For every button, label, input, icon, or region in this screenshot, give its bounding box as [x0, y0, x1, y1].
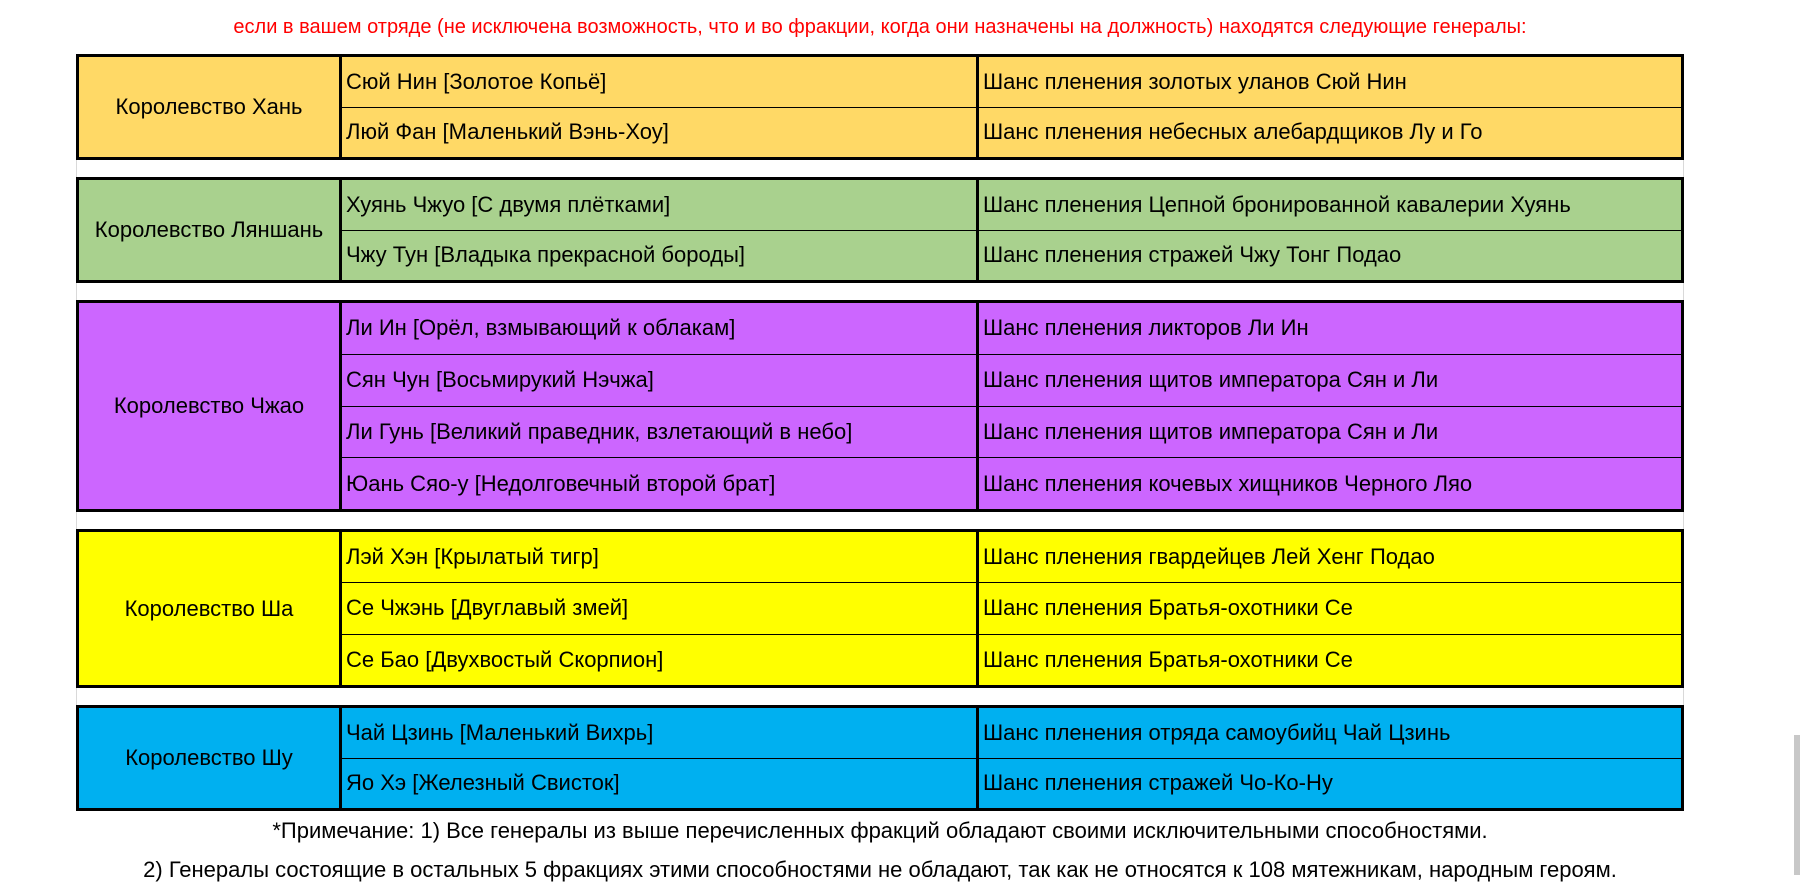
group-han	[76, 54, 1684, 160]
general-cell: Люй Фан [Маленький Вэнь-Хоу]	[342, 108, 979, 158]
row-gap	[76, 160, 1684, 178]
chance-cell: Шанс пленения отряда самоубийц Чай Цзинь	[979, 708, 1681, 759]
row-gap	[76, 512, 1684, 530]
scrollbar[interactable]	[1794, 735, 1800, 875]
chance-cell: Шанс пленения щитов императора Сян и Ли	[979, 407, 1681, 459]
kingdom-name: Королевство Хань	[79, 57, 342, 157]
chance-cell: Шанс пленения ликторов Ли Ин	[979, 303, 1681, 355]
row-gap	[76, 688, 1684, 706]
chance-cell: Шанс пленения гвардейцев Лей Хенг Подао	[979, 532, 1681, 583]
general-cell: Сюй Нин [Золотое Копьё]	[342, 57, 979, 108]
general-cell: Юань Сяо-у [Недолговечный второй брат]	[342, 458, 979, 509]
general-cell: Лэй Хэн [Крылатый тигр]	[342, 532, 979, 583]
kingdom-name: Королевство Ша	[79, 532, 342, 685]
general-cell: Чай Цзинь [Маленький Вихрь]	[342, 708, 979, 759]
spreadsheet	[76, 0, 1684, 886]
chance-cell: Шанс пленения небесных алебардщиков Лу и Го	[983, 119, 1483, 145]
note-line-2: 2) Генералы состоящие в остальных 5 фракциях этими способностями не обладают, так как не относятся к 108 мятежникам, народным героям.	[143, 857, 1617, 882]
general-cell: Хуянь Чжуо [С двумя плётками]	[342, 180, 979, 231]
general-cell: Сян Чун [Восьмирукий Нэчжа]	[342, 355, 979, 407]
general-cell: Чжу Тун [Владыка прекрасной бороды]	[342, 231, 979, 281]
chance-cell: Шанс пленения стражей Чжу Тонг Подао	[983, 242, 1402, 268]
header-text: если в вашем отряде (не исключена возможность, что и во фракции, когда они назначены на должность) находятся следующие генералы:	[76, 0, 1684, 55]
kingdom-name: Королевство Ляншань	[79, 180, 342, 280]
chance-cell: Шанс пленения щитов императора Сян и Ли	[979, 355, 1681, 407]
chance-cell: Шанс пленения стражей Чо-Ко-Ну	[983, 770, 1333, 796]
note-line-1: *Примечание: 1) Все генералы из выше перечисленных фракций обладают своими исключительными способностями.	[272, 818, 1488, 843]
general-cell: Ли Ин [Орёл, взмывающий к облакам]	[342, 303, 979, 355]
chance-cell: Шанс пленения Цепной бронированной кавалерии Хуянь	[979, 180, 1681, 231]
chance-cell: Шанс пленения Братья-охотники Се	[979, 583, 1681, 634]
chance-cell: Шанс пленения золотых уланов Сюй Нин	[979, 57, 1681, 108]
general-cell: Яо Хэ [Железный Свисток]	[342, 759, 979, 809]
chance-cell: Шанс пленения Братья-охотники Се	[983, 646, 1353, 672]
group-liangshan	[76, 177, 1684, 283]
general-cell: Се Бао [Двухвостый Скорпион]	[342, 635, 979, 685]
chance-cell: Шанс пленения кочевых хищников Черного Ляо	[983, 470, 1473, 496]
general-cell: Ли Гунь [Великий праведник, взлетающий в небо]	[342, 407, 979, 459]
row-gap	[76, 283, 1684, 301]
group-shu	[76, 705, 1684, 811]
group-sha	[76, 529, 1684, 688]
group-zhao	[76, 300, 1684, 512]
kingdom-name: Королевство Чжао	[79, 303, 342, 509]
general-cell: Се Чжэнь [Двуглавый змей]	[342, 583, 979, 634]
kingdom-name: Королевство Шу	[79, 708, 342, 808]
